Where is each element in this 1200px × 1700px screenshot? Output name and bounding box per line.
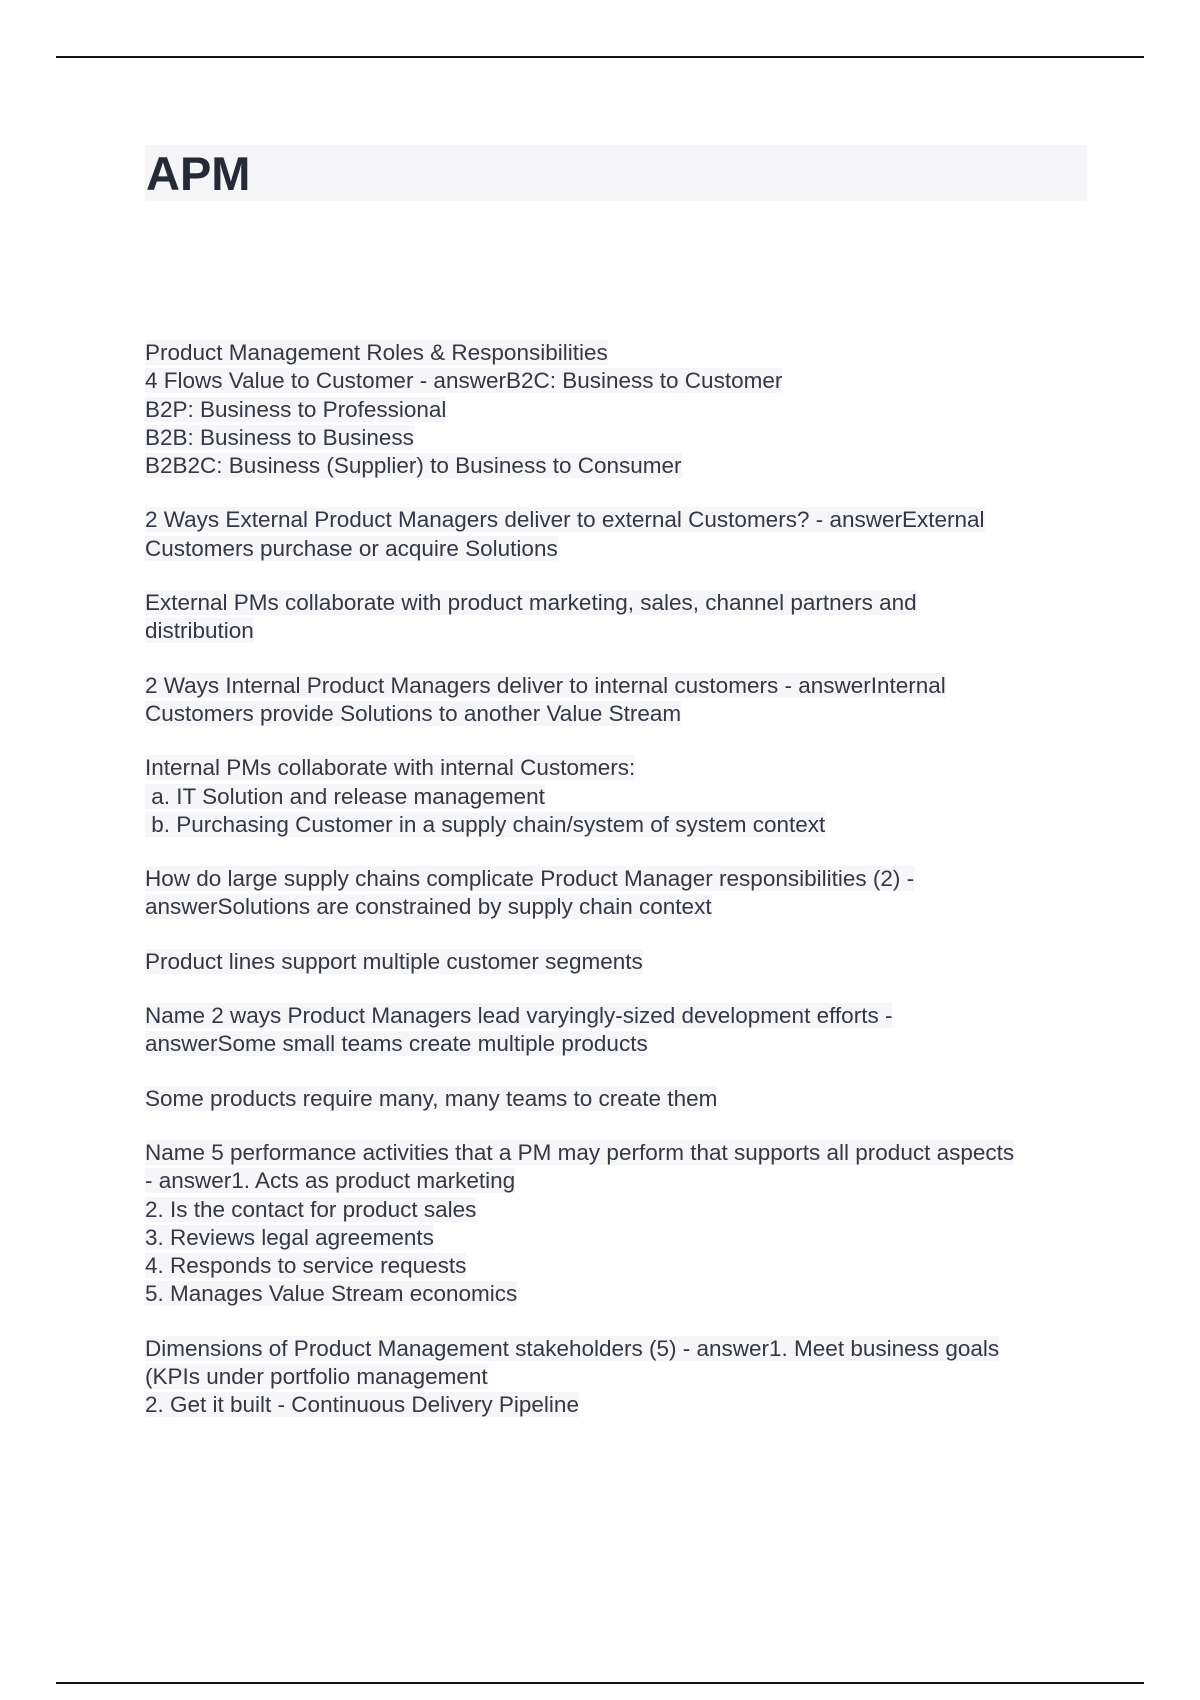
text-line-content: a. IT Solution and release management (145, 783, 545, 809)
text-line-content: B2B: Business to Business (145, 424, 414, 450)
text-line (145, 367, 1095, 395)
text-line-content: Some products require many, many teams to create them (145, 1085, 718, 1111)
text-line (145, 339, 1095, 367)
text-block (145, 1139, 1095, 1309)
text-line-content: 5. Manages Value Stream economics (145, 1281, 518, 1307)
text-line-content: answerSome small teams create multiple products (145, 1031, 648, 1057)
text-line (145, 700, 1095, 728)
text-line (145, 1224, 1095, 1252)
text-line (145, 1391, 1095, 1419)
header-rule (56, 56, 1144, 58)
text-line-content: How do large supply chains complicate Product Manager responsibilities (2) - (145, 866, 915, 892)
text-line-content: B2B2C: Business (Supplier) to Business to Consumer (145, 453, 682, 479)
text-line (145, 1363, 1095, 1391)
text-block (145, 672, 1095, 729)
text-line-content: answerSolutions are constrained by supply chain context (145, 894, 712, 920)
text-line (145, 506, 1095, 534)
text-line-content: 2 Ways Internal Product Managers deliver to internal customers - answerInternal (145, 672, 946, 698)
text-block (145, 1085, 1095, 1113)
text-line-content: 4. Responds to service requests (145, 1253, 467, 1279)
text-line (145, 589, 1095, 617)
text-line-content: 2. Is the contact for product sales (145, 1196, 477, 1222)
text-line (145, 1196, 1095, 1224)
text-line (145, 1280, 1095, 1308)
document-body (145, 339, 1095, 1446)
footer-rule (56, 1682, 1144, 1684)
text-line (145, 1002, 1095, 1030)
text-block (145, 1335, 1095, 1420)
text-line-content: External PMs collaborate with product marketing, sales, channel partners and (145, 590, 917, 616)
text-line-content: Customers purchase or acquire Solutions (145, 535, 558, 561)
text-line-content: 2 Ways External Product Managers deliver to external Customers? - answerExternal (145, 507, 985, 533)
text-line (145, 424, 1095, 452)
text-line (145, 811, 1095, 839)
text-line-content: Name 2 ways Product Managers lead varyingly-sized development efforts - (145, 1003, 893, 1029)
text-line (145, 1252, 1095, 1280)
text-line-content: b. Purchasing Customer in a supply chain/system of system context (145, 811, 826, 837)
text-line-content: (KPIs under portfolio management (145, 1364, 488, 1390)
text-line-content: 2. Get it built - Continuous Delivery Pipeline (145, 1392, 579, 1418)
text-block (145, 865, 1095, 922)
text-line (145, 452, 1095, 480)
text-line (145, 1030, 1095, 1058)
text-line (145, 865, 1095, 893)
text-block (145, 589, 1095, 646)
text-line-content: Internal PMs collaborate with internal Customers: (145, 755, 636, 781)
text-line-content: distribution (145, 618, 254, 644)
text-line-content: Product lines support multiple customer segments (145, 948, 643, 974)
text-line (145, 893, 1095, 921)
text-block (145, 948, 1095, 976)
text-block (145, 1002, 1095, 1059)
text-line-content: Name 5 performance activities that a PM may perform that supports all product aspects (145, 1139, 1015, 1165)
text-line-content: B2P: Business to Professional (145, 396, 447, 422)
text-line (145, 1167, 1095, 1195)
text-line (145, 754, 1095, 782)
text-line (145, 948, 1095, 976)
text-line (145, 1085, 1095, 1113)
title-highlight-band (145, 145, 1087, 201)
text-line (145, 672, 1095, 700)
text-line-content: Customers provide Solutions to another Value Stream (145, 700, 682, 726)
text-line (145, 783, 1095, 811)
text-line (145, 1335, 1095, 1363)
text-line-content: Dimensions of Product Management stakeholders (5) - answer1. Meet business goals (145, 1335, 1000, 1361)
text-line (145, 617, 1095, 645)
text-line (145, 535, 1095, 563)
text-block (145, 754, 1095, 839)
text-block (145, 339, 1095, 480)
text-line-content: 3. Reviews legal agreements (145, 1224, 434, 1250)
text-line (145, 1139, 1095, 1167)
text-line-content: Product Management Roles & Responsibilities (145, 340, 608, 365)
text-block (145, 506, 1095, 563)
text-line (145, 396, 1095, 424)
document-title: APM (146, 147, 251, 200)
text-line-content: 4 Flows Value to Customer - answerB2C: Business to Customer (145, 368, 783, 394)
text-line-content: - answer1. Acts as product marketing (145, 1168, 516, 1194)
